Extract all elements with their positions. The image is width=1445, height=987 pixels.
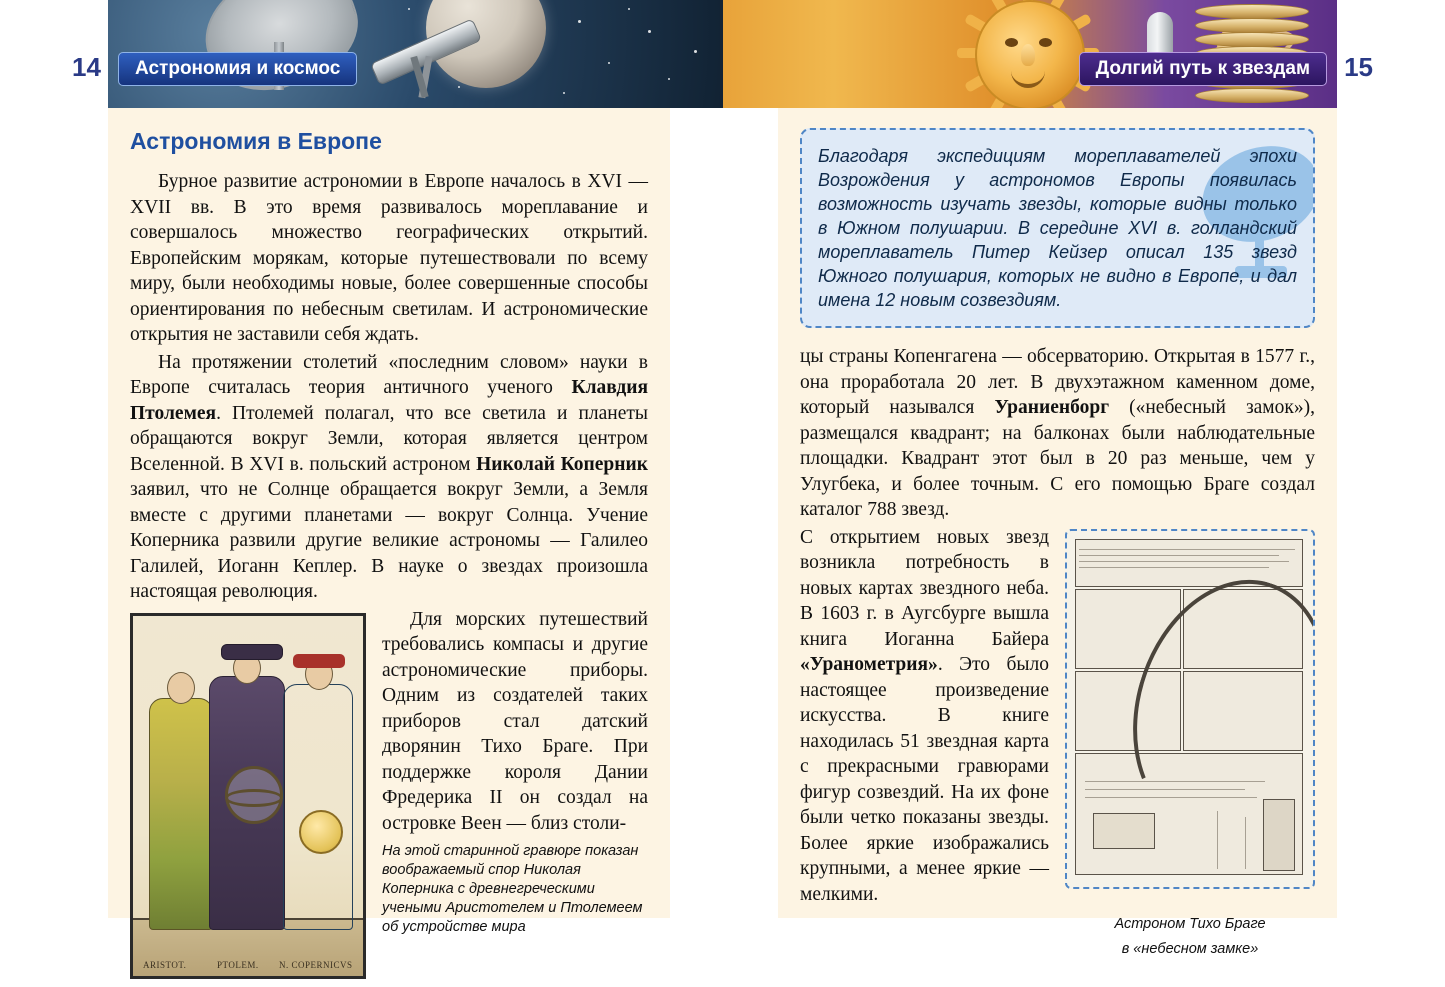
right-paragraph-2-part2: . Это было настоящее произведение искусства. В книге находилась 51 звездная карта с прекрасными гравюрами фигур созвездий. На их фоне были четко показаны звезды. Более яркие изображались крупными, а менее яркие — мелкими. (800, 654, 1049, 905)
chapter-title-right: Долгий путь к звездам (1079, 52, 1327, 86)
figure-copernicus-hat (293, 654, 345, 668)
page-number-left: 14 (72, 52, 101, 82)
figure-caption-right-line2: в «небесном замке» (1121, 941, 1259, 957)
engraving-label-copernicus: N. COPERNICVS (279, 959, 353, 970)
paragraph-2 (130, 350, 648, 605)
tycho-brahe-observatory-engraving (1065, 529, 1315, 889)
engraving-label-ptolemy: PTOLEM. (217, 959, 259, 970)
paragraph-1: Бурное развитие астрономии в Европе началось в XVI — XVII вв. В это время развивалось мореплавание и совершалось множество географических открытий. Европейским морякам, которые путешествовали по всему миру, были необходимы новые, более совершенные способы ориентирования по небесным светилам. И астрономические открытия не заставили себя ждать. (130, 171, 648, 345)
paragraph-3: Для морских путешествий требовались компасы и другие астрономические приборы. Одним из создателей таких приборов стал датский дворянин Тихо Браге. При поддержке короля Дании Фредерика II он создал на островке Веен — близ столи- (382, 608, 648, 834)
armillary-sphere-icon (225, 766, 283, 824)
figure-caption-left: На этой старинной гравюре показан воображаемый спор Николая Коперника с древнегреческими учеными Аристотелем и Птолемеем об устройстве мира (382, 843, 643, 935)
highlight-note-box (800, 128, 1315, 328)
figure-ptolemy-hat (221, 644, 283, 660)
figure-aristotle (149, 698, 213, 930)
optical-telescope-icon (370, 14, 490, 94)
right-column (778, 108, 1337, 957)
right-paragraph-1-part2: («небесный замок»), размещался квадрант; на балконах были наблюдательные площадки. Квадрант этот был в 20 раз меньше, чем у Улугбека, и более точным. С его помощью Браге создал каталог 788 звезд. (800, 397, 1315, 520)
radio-telescope-icon (204, 0, 354, 102)
paragraph-2-part1: На протяжении столетий «последним словом» науки в Европе считалась теория античного ученого (130, 351, 648, 398)
term-uraniborg: Ураниенборг (994, 397, 1110, 418)
right-paragraph-1 (800, 344, 1315, 523)
copernicus-engraving (130, 613, 366, 979)
figure-caption-right-line1: Астроном Тихо Браге (1114, 916, 1266, 932)
left-column (108, 108, 670, 970)
engraving-label-aristotle: ARISTOT. (143, 959, 187, 970)
right-paragraph-2-part1: С открытием новых звезд возникла потребность в новых картах звездного неба. В 1603 г. в Аугсбурге вышла книга Иоганна Байера (800, 526, 1049, 650)
page-title: Астрономия в Европе (130, 128, 382, 154)
right-paragraph-1-part1: цы страны Копенгагена — обсерваторию. Открытая в 1577 г., она проработала 20 лет. В двухэтажном каменном доме, который назывался (800, 346, 1315, 418)
term-ptolemy: Клавдия Птолемея (130, 377, 648, 424)
figure-copernicus (283, 684, 353, 930)
paragraph-2-part2: . Птолемей полагал, что все светила и планеты обращаются вокруг Земли, которая является центром Вселенной. В XVI в. польский астроном (130, 402, 648, 475)
term-copernicus: Николай Коперник (476, 453, 648, 475)
paragraph-2-part3: заявил, что не Солнце обращается вокруг Земли, а Земля вместе с другими планетами — вокруг Солнца. Учение Коперника развили другие великие астрономы — Галилео Галилей, Иоганн Кеплер. В науке о звездах произошла настоящая революция. (130, 479, 648, 602)
figure-aristotle-head (167, 672, 195, 704)
page-number-right: 15 (1344, 52, 1373, 82)
armillary-medallion-icon (299, 810, 343, 854)
term-uranometria: «Уранометрия» (800, 654, 938, 675)
chapter-title-left: Астрономия и космос (118, 52, 357, 86)
note-box-text: Благодаря экспедициям мореплавателей эпохи Возрождения у астрономов Европы появилась возможность изучать звезды, которые видны только в Южном полушарии. В середине XVI в. голландский мореплаватель Питер Кейзер описал 135 звезд Южного полушария, которых не видно в Европе, и дал имена 12 новым созвездиям. (818, 146, 1297, 310)
